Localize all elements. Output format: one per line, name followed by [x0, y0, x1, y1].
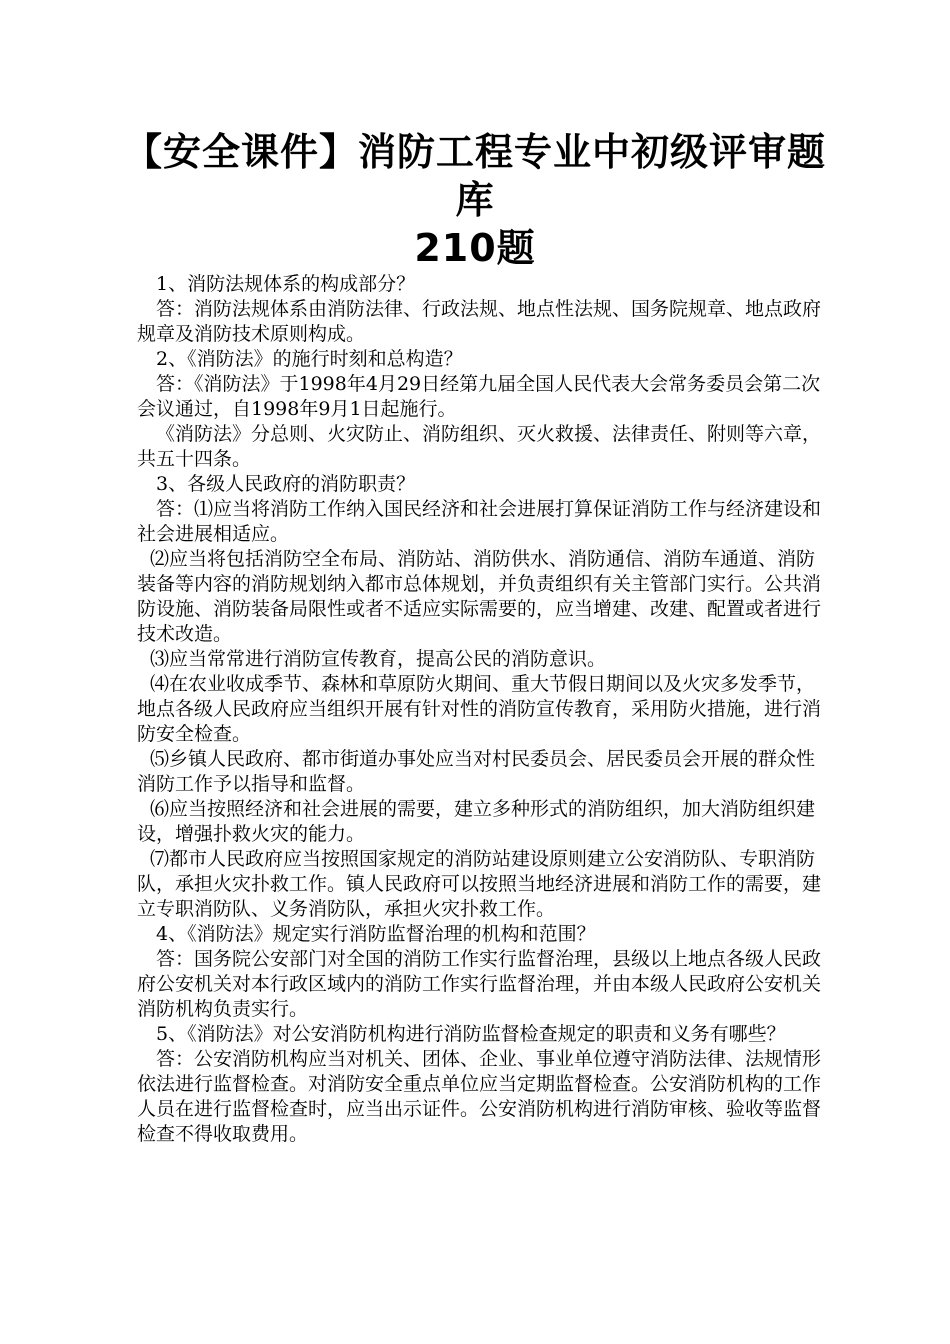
- question-1: 1、消防法规体系的构成部分？: [156, 273, 416, 295]
- document-title: [120, 128, 830, 272]
- answer-3-item-2: ⑵应当将包括消防空全布局、消防站、消防供水、消防通信、消防车通道、消防装备等内容的消防规划纳入都市总体规划，并负责组织有关主管部门实行。公共消防设施、消防装备局限性或者不适应实际需要的，应当增建、改建、配置或者进行技术改造。: [137, 548, 822, 645]
- answer-3-item-6: ⑹应当按照经济和社会进展的需要，建立多种形式的消防组织，加大消防组织建设，增强扑救火灾的能力。: [137, 798, 816, 845]
- answer-3-item-7: ⑺都市人民政府应当按照国家规定的消防站建设原则建立公安消防队、专职消防队，承担火灾扑救工作。镇人民政府可以按照当地经济进展和消防工作的需要，建立专职消防队、义务消防队，承担火灾扑救工作。: [137, 848, 822, 920]
- answer-3-item-4: ⑷在农业收成季节、森林和草原防火期间、重大节假日期间以及火灾多发季节，地点各级人民政府应当组织开展有针对性的消防宣传教育，采用防火措施，进行消防安全检查。: [137, 673, 822, 745]
- answer-2-continued: 《消防法》分总则、火灾防止、消防组织、灭火救援、法律责任、附则等六章，共五十四条。: [137, 423, 822, 470]
- answer-4: 答：国务院公安部门对全国的消防工作实行监督治理，县级以上地点各级人民政府公安机关对本行政区域内的消防工作实行监督治理，并由本级人民政府公安机关消防机构负责实行。: [137, 948, 822, 1020]
- question-4: 4、《消防法》规定实行消防监督治理的机构和范围？: [156, 923, 596, 945]
- question-2: 2、《消防法》的施行时刻和总构造？: [156, 348, 463, 370]
- question-5: 5、《消防法》对公安消防机构进行消防监督检查规定的职责和义务有哪些？: [156, 1023, 786, 1045]
- document-body: [137, 272, 831, 1147]
- answer-5: 答：公安消防机构应当对机关、团体、企业、事业单位遵守消防法律、法规情形依法进行监督检查。对消防安全重点单位应当定期监督检查。公安消防机构的工作人员在进行监督检查时，应当出示证件。公安消防机构进行消防审核、验收等监督检查不得收取费用。: [137, 1048, 822, 1145]
- answer-3-item-5: ⑸乡镇人民政府、都市街道办事处应当对村民委员会、居民委员会开展的群众性消防工作予以指导和监督。: [137, 748, 816, 795]
- answer-2: 答：《消防法》于1998年4月29日经第九届全国人民代表大会常务委员会第二次会议通过，自1998年9月1日起施行。: [137, 373, 821, 420]
- title-line-1: 【安全课件】消防工程专业中初级评审题库: [123, 130, 826, 222]
- answer-3-item-1: 答：⑴应当将消防工作纳入国民经济和社会进展打算保证消防工作与经济建设和社会进展相适应。: [137, 498, 822, 545]
- title-line-2: 210题: [414, 226, 536, 270]
- question-3: 3、各级人民政府的消防职责？: [156, 473, 416, 495]
- answer-1: 答：消防法规体系由消防法律、行政法规、地点性法规、国务院规章、地点政府规章及消防技术原则构成。: [137, 298, 822, 345]
- answer-3-item-3: ⑶应当常常进行消防宣传教育，提高公民的消防意识。: [150, 648, 607, 670]
